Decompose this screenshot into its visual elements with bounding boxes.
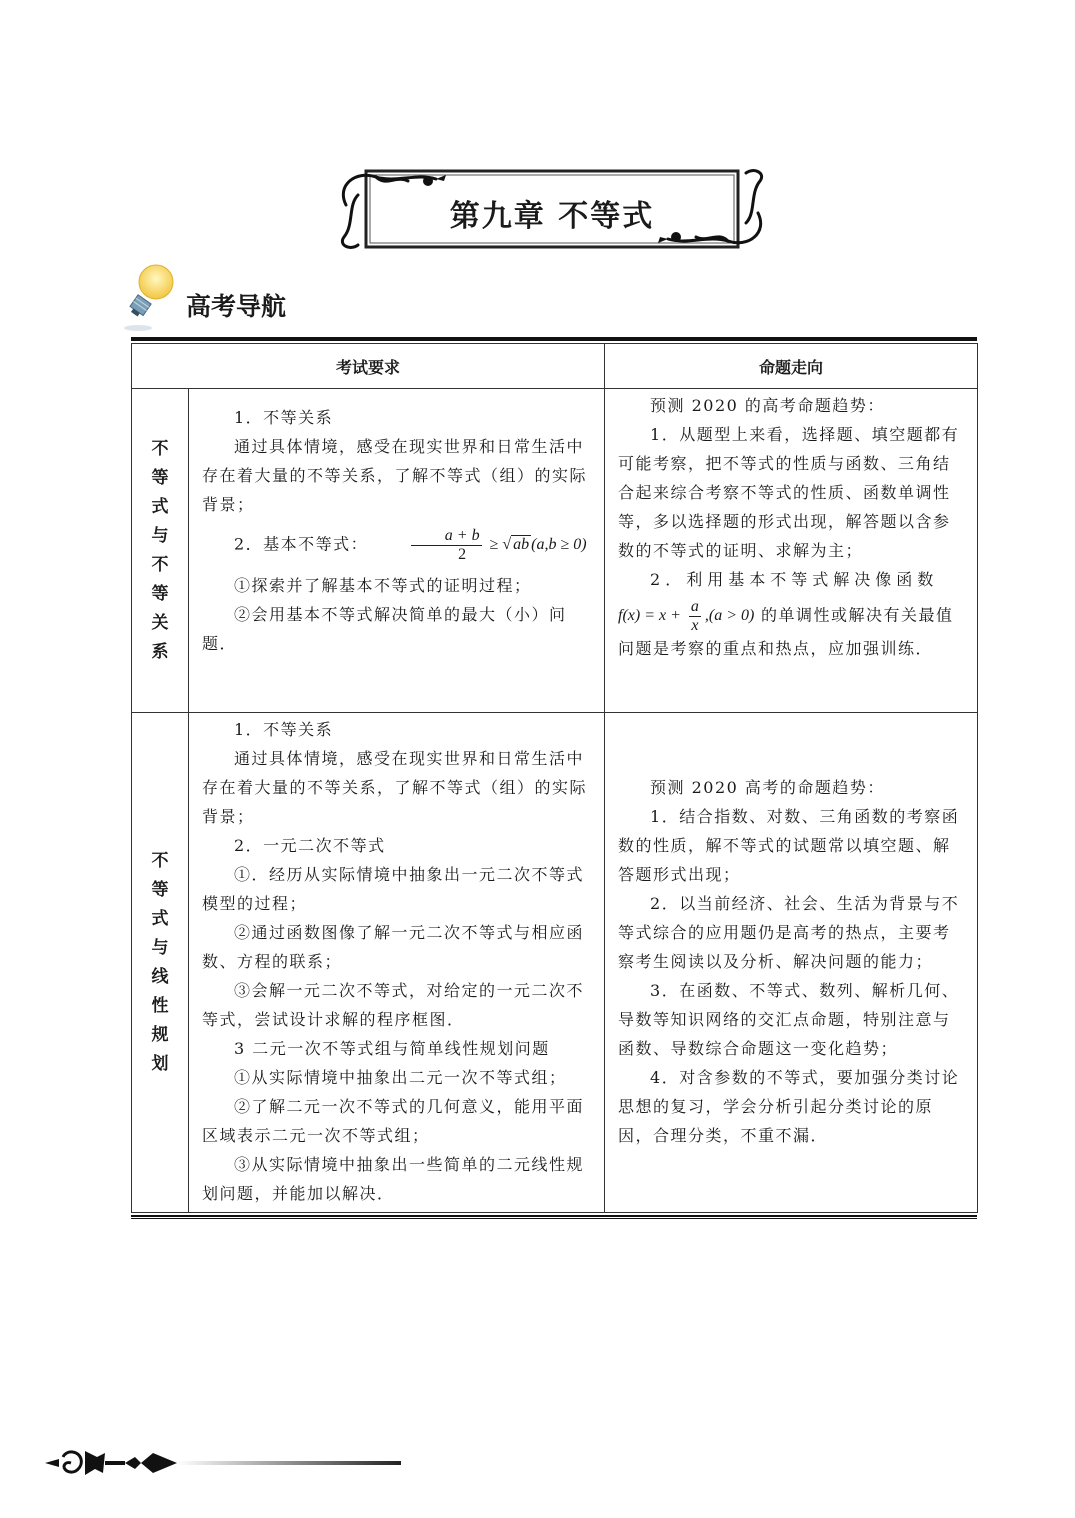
trend-paragraph: 2．利用基本不等式解决像函数 [650, 570, 939, 589]
req-paragraph: 通过具体情境，感受在现实世界和日常生活中存在着大量的不等关系，了解不等式（组）的实际背景； [202, 437, 588, 514]
category-char: 等 [151, 467, 169, 488]
req-paragraph: ②了解二元一次不等式的几何意义，能用平面区域表示二元一次不等式组； [202, 1097, 585, 1145]
header-requirements: 考试要求 [132, 344, 605, 389]
category-char: 不 [151, 438, 169, 459]
exam-guide-table [131, 337, 977, 1219]
req-paragraph: 1．不等关系 [234, 408, 334, 427]
section-title: 高考导航 [186, 292, 287, 321]
formula-denominator: x [691, 616, 699, 634]
category-char: 与 [151, 525, 169, 546]
trends-cell [605, 713, 978, 1213]
table-header-row [132, 344, 978, 389]
req-paragraph: ①探索并了解基本不等式的证明过程； [234, 576, 532, 596]
trend-paragraph: 3．在函数、不等式、数列、解析几何、导数等知识网络的交汇点命题，特别注意与函数、导数综合命题这一变化趋势； [618, 981, 960, 1058]
category-char: 等 [151, 583, 169, 604]
category-char: 与 [151, 937, 169, 958]
formula-condition: ,(a > 0) [704, 606, 755, 624]
formula-radicand: ab [513, 535, 530, 553]
req-paragraph: ②会用基本不等式解决简单的最大（小）问题． [202, 605, 567, 654]
req-formula-line [202, 527, 594, 563]
trend-paragraph: 预测 2020 的高考命题趋势： [650, 396, 885, 415]
row-category [132, 389, 189, 713]
req-paragraph: 通过具体情境，感受在现实世界和日常生活中存在着大量的不等关系，了解不等式（组）的实际背景； [202, 749, 588, 826]
trend-paragraph: 2．以当前经济、社会、生活为背景与不等式综合的应用题仍是高考的热点，主要考察考生阅读以及分析、解决问题的能力； [618, 894, 960, 971]
category-char: 性 [151, 995, 169, 1016]
lightbulb-icon [118, 262, 178, 334]
function-formula [618, 598, 754, 634]
category-char: 等 [151, 879, 169, 900]
category-char: 不 [151, 554, 169, 575]
table-row [132, 389, 978, 713]
table-row [132, 713, 978, 1213]
trend-formula-line [618, 598, 967, 663]
formula-denominator: 2 [458, 545, 467, 563]
category-char: 线 [151, 966, 169, 987]
formula-condition: (a,b ≥ 0) [531, 535, 587, 553]
requirements-cell [189, 713, 605, 1213]
formula-label: 2．基本不等式： [234, 534, 369, 554]
trends-cell [605, 389, 978, 713]
req-paragraph: ①．经历从实际情境中抽象出一元二次不等式模型的过程； [202, 865, 585, 913]
category-char: 关 [151, 612, 169, 633]
formula-numerator: a + b [411, 527, 482, 546]
basic-inequality-formula: $\frac{a + b}{2}$ ≥ √ ab (a,b ≥ 0) [375, 527, 587, 563]
req-paragraph: 1．不等关系 [234, 720, 334, 739]
trend-paragraph: 1．从题型上来看，选择题、填空题都有可能考察，把不等式的性质与函数、三角结合起来综合考察不等式的性质、函数单调性等，多以选择题的形式出现，解答题以含参数的不等式的证明、求解为主； [618, 425, 960, 560]
req-paragraph: ③从实际情境中抽象出一些简单的二元线性规划问题，并能加以解决． [202, 1155, 585, 1203]
req-paragraph: ①从实际情境中抽象出二元一次不等式组； [234, 1068, 567, 1087]
trend-paragraph: 4．对含参数的不等式，要加强分类讨论思想的复习，学会分析引起分类讨论的原因，合理分类，不重不漏． [618, 1068, 960, 1145]
trend-paragraph: 1．结合指数、对数、三角函数的考察函数的性质，解不等式的试题常以填空题、解答题形式出现； [618, 807, 960, 884]
table-bottom-rule-thin [131, 1218, 977, 1219]
section-header [118, 262, 418, 334]
category-char: 式 [151, 908, 169, 929]
req-paragraph: ③会解一元二次不等式，对给定的一元二次不等式，尝试设计求解的程序框图． [202, 981, 585, 1029]
formula-relation: ≥ [489, 535, 499, 553]
chapter-banner [336, 165, 768, 253]
category-char: 不 [151, 850, 169, 871]
req-paragraph: ②通过函数图像了解一元二次不等式与相应函数、方程的联系； [202, 923, 585, 971]
trend-paragraph: 的单调性或解决有关最值问题是考察的重点和热点，应加强训练． [618, 605, 954, 659]
formula-numerator: a [690, 598, 699, 615]
category-char: 式 [151, 496, 169, 517]
header-trends: 命题走向 [605, 344, 978, 389]
category-char: 规 [151, 1024, 169, 1045]
category-char: 划 [151, 1053, 169, 1074]
table-bottom-rule [131, 1215, 977, 1217]
formula-lhs: f(x) = x + [618, 606, 681, 624]
req-paragraph: 3 二元一次不等式组与简单线性规划问题 [234, 1039, 550, 1058]
category-char: 系 [151, 641, 169, 662]
table-top-rule [131, 337, 977, 341]
requirements-cell [189, 389, 605, 713]
footer-ornament-icon [45, 1445, 405, 1481]
chapter-title: 第九章 不等式 [449, 199, 655, 234]
row-category [132, 713, 189, 1213]
trend-paragraph: 预测 2020 高考的命题趋势： [650, 778, 885, 797]
req-paragraph: 2．一元二次不等式 [234, 836, 386, 855]
